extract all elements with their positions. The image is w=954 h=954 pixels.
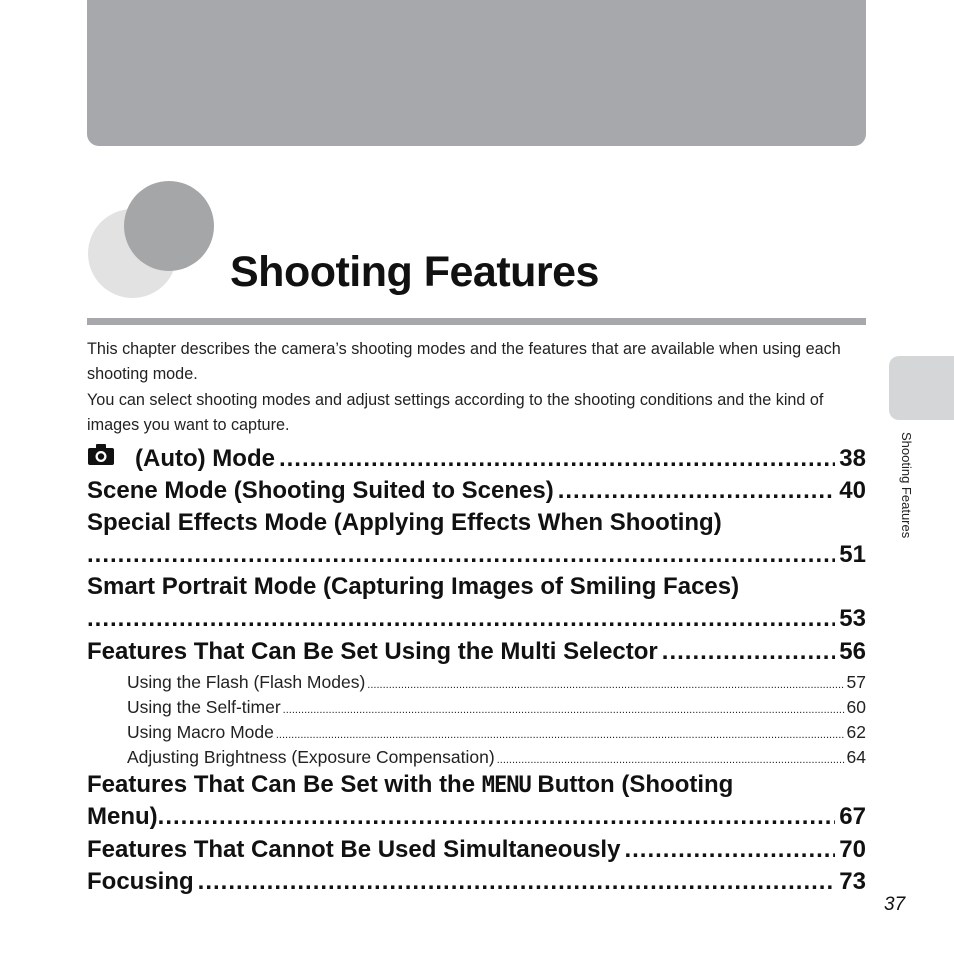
intro-paragraph: You can select shooting modes and adjust settings according to the shooting conditions and the kind of images you want to capture. — [87, 391, 824, 434]
dot-leader — [662, 636, 836, 668]
toc-sub-page: 62 — [846, 722, 866, 742]
toc-label: Menu) — [87, 803, 158, 830]
toc-page: 53 — [839, 605, 866, 632]
dot-leader — [279, 443, 835, 475]
intro-paragraph: This chapter describes the camera’s shooting modes and the features that are available when using each shooting mode. — [87, 340, 841, 383]
toc-sub-label: Using the Flash (Flash Modes) — [127, 672, 366, 692]
toc-entry-special-effects-label[interactable]: Special Effects Mode (Applying Effects When Shooting) — [87, 509, 722, 536]
chapter-title: Shooting Features — [230, 248, 599, 296]
toc-sub-page: 64 — [846, 747, 866, 767]
toc-entry-multi-selector[interactable] — [87, 636, 866, 668]
toc-entry-simultaneous[interactable] — [87, 834, 866, 866]
toc-sub-page: 60 — [846, 697, 866, 717]
toc-sub-page: 57 — [846, 672, 866, 692]
toc-entry-smart-portrait-label[interactable]: Smart Portrait Mode (Capturing Images of Smiling Faces) — [87, 573, 740, 600]
chapter-side-label: Shooting Features — [899, 432, 914, 539]
chapter-side-tab[interactable] — [889, 356, 954, 420]
toc-page: 67 — [839, 803, 866, 830]
page-number: 37 — [884, 894, 906, 915]
toc-label: Features That Cannot Be Used Simultaneously — [87, 836, 621, 863]
toc-sub-label: Adjusting Brightness (Exposure Compensation) — [127, 747, 495, 767]
toc-entry-menu-features-label[interactable] — [87, 769, 866, 801]
chapter-intro — [87, 337, 872, 439]
toc-entry-smart-portrait-page[interactable] — [87, 603, 866, 635]
toc-label: Features That Can Be Set Using the Multi Selector — [87, 638, 658, 665]
camera-auto-icon — [87, 442, 127, 466]
chapter-header-band — [87, 0, 866, 146]
toc-entry-menu-features-page[interactable] — [87, 801, 866, 833]
toc-label: (Auto) Mode — [135, 445, 275, 472]
toc-label: Focusing — [87, 868, 194, 895]
dot-leader — [158, 801, 836, 833]
toc-page: 73 — [839, 868, 866, 895]
toc-entry-auto-mode[interactable] — [87, 442, 866, 474]
toc-sub-label: Using Macro Mode — [127, 722, 274, 742]
dot-leader — [87, 539, 835, 571]
toc-entry-focusing[interactable] — [87, 866, 866, 898]
toc-sub-label: Using the Self-timer — [127, 697, 281, 717]
toc-subentry-macro[interactable] — [127, 720, 866, 745]
toc-page: 40 — [839, 477, 866, 504]
title-rule — [87, 318, 866, 325]
toc-entry-scene-mode[interactable] — [87, 475, 866, 507]
toc-page: 51 — [839, 541, 866, 568]
toc-label: Button (Shooting — [537, 771, 734, 798]
toc-entry-special-effects-page[interactable] — [87, 539, 866, 571]
toc-subentry-flash[interactable] — [127, 670, 866, 695]
toc-label: Scene Mode (Shooting Suited to Scenes) — [87, 477, 554, 504]
dot-leader — [198, 866, 836, 898]
toc-page: 38 — [839, 445, 866, 472]
decorative-circle-dark — [124, 181, 214, 271]
toc-label: Features That Can Be Set with the — [87, 771, 476, 798]
toc-subentry-self-timer[interactable] — [127, 695, 866, 720]
dot-leader — [87, 603, 835, 635]
menu-button-glyph: MENU — [481, 773, 531, 798]
toc-page: 70 — [839, 836, 866, 863]
toc-subentry-exposure[interactable] — [127, 745, 866, 770]
toc-page: 56 — [839, 638, 866, 665]
dot-leader — [558, 475, 836, 507]
dot-leader — [624, 834, 835, 866]
